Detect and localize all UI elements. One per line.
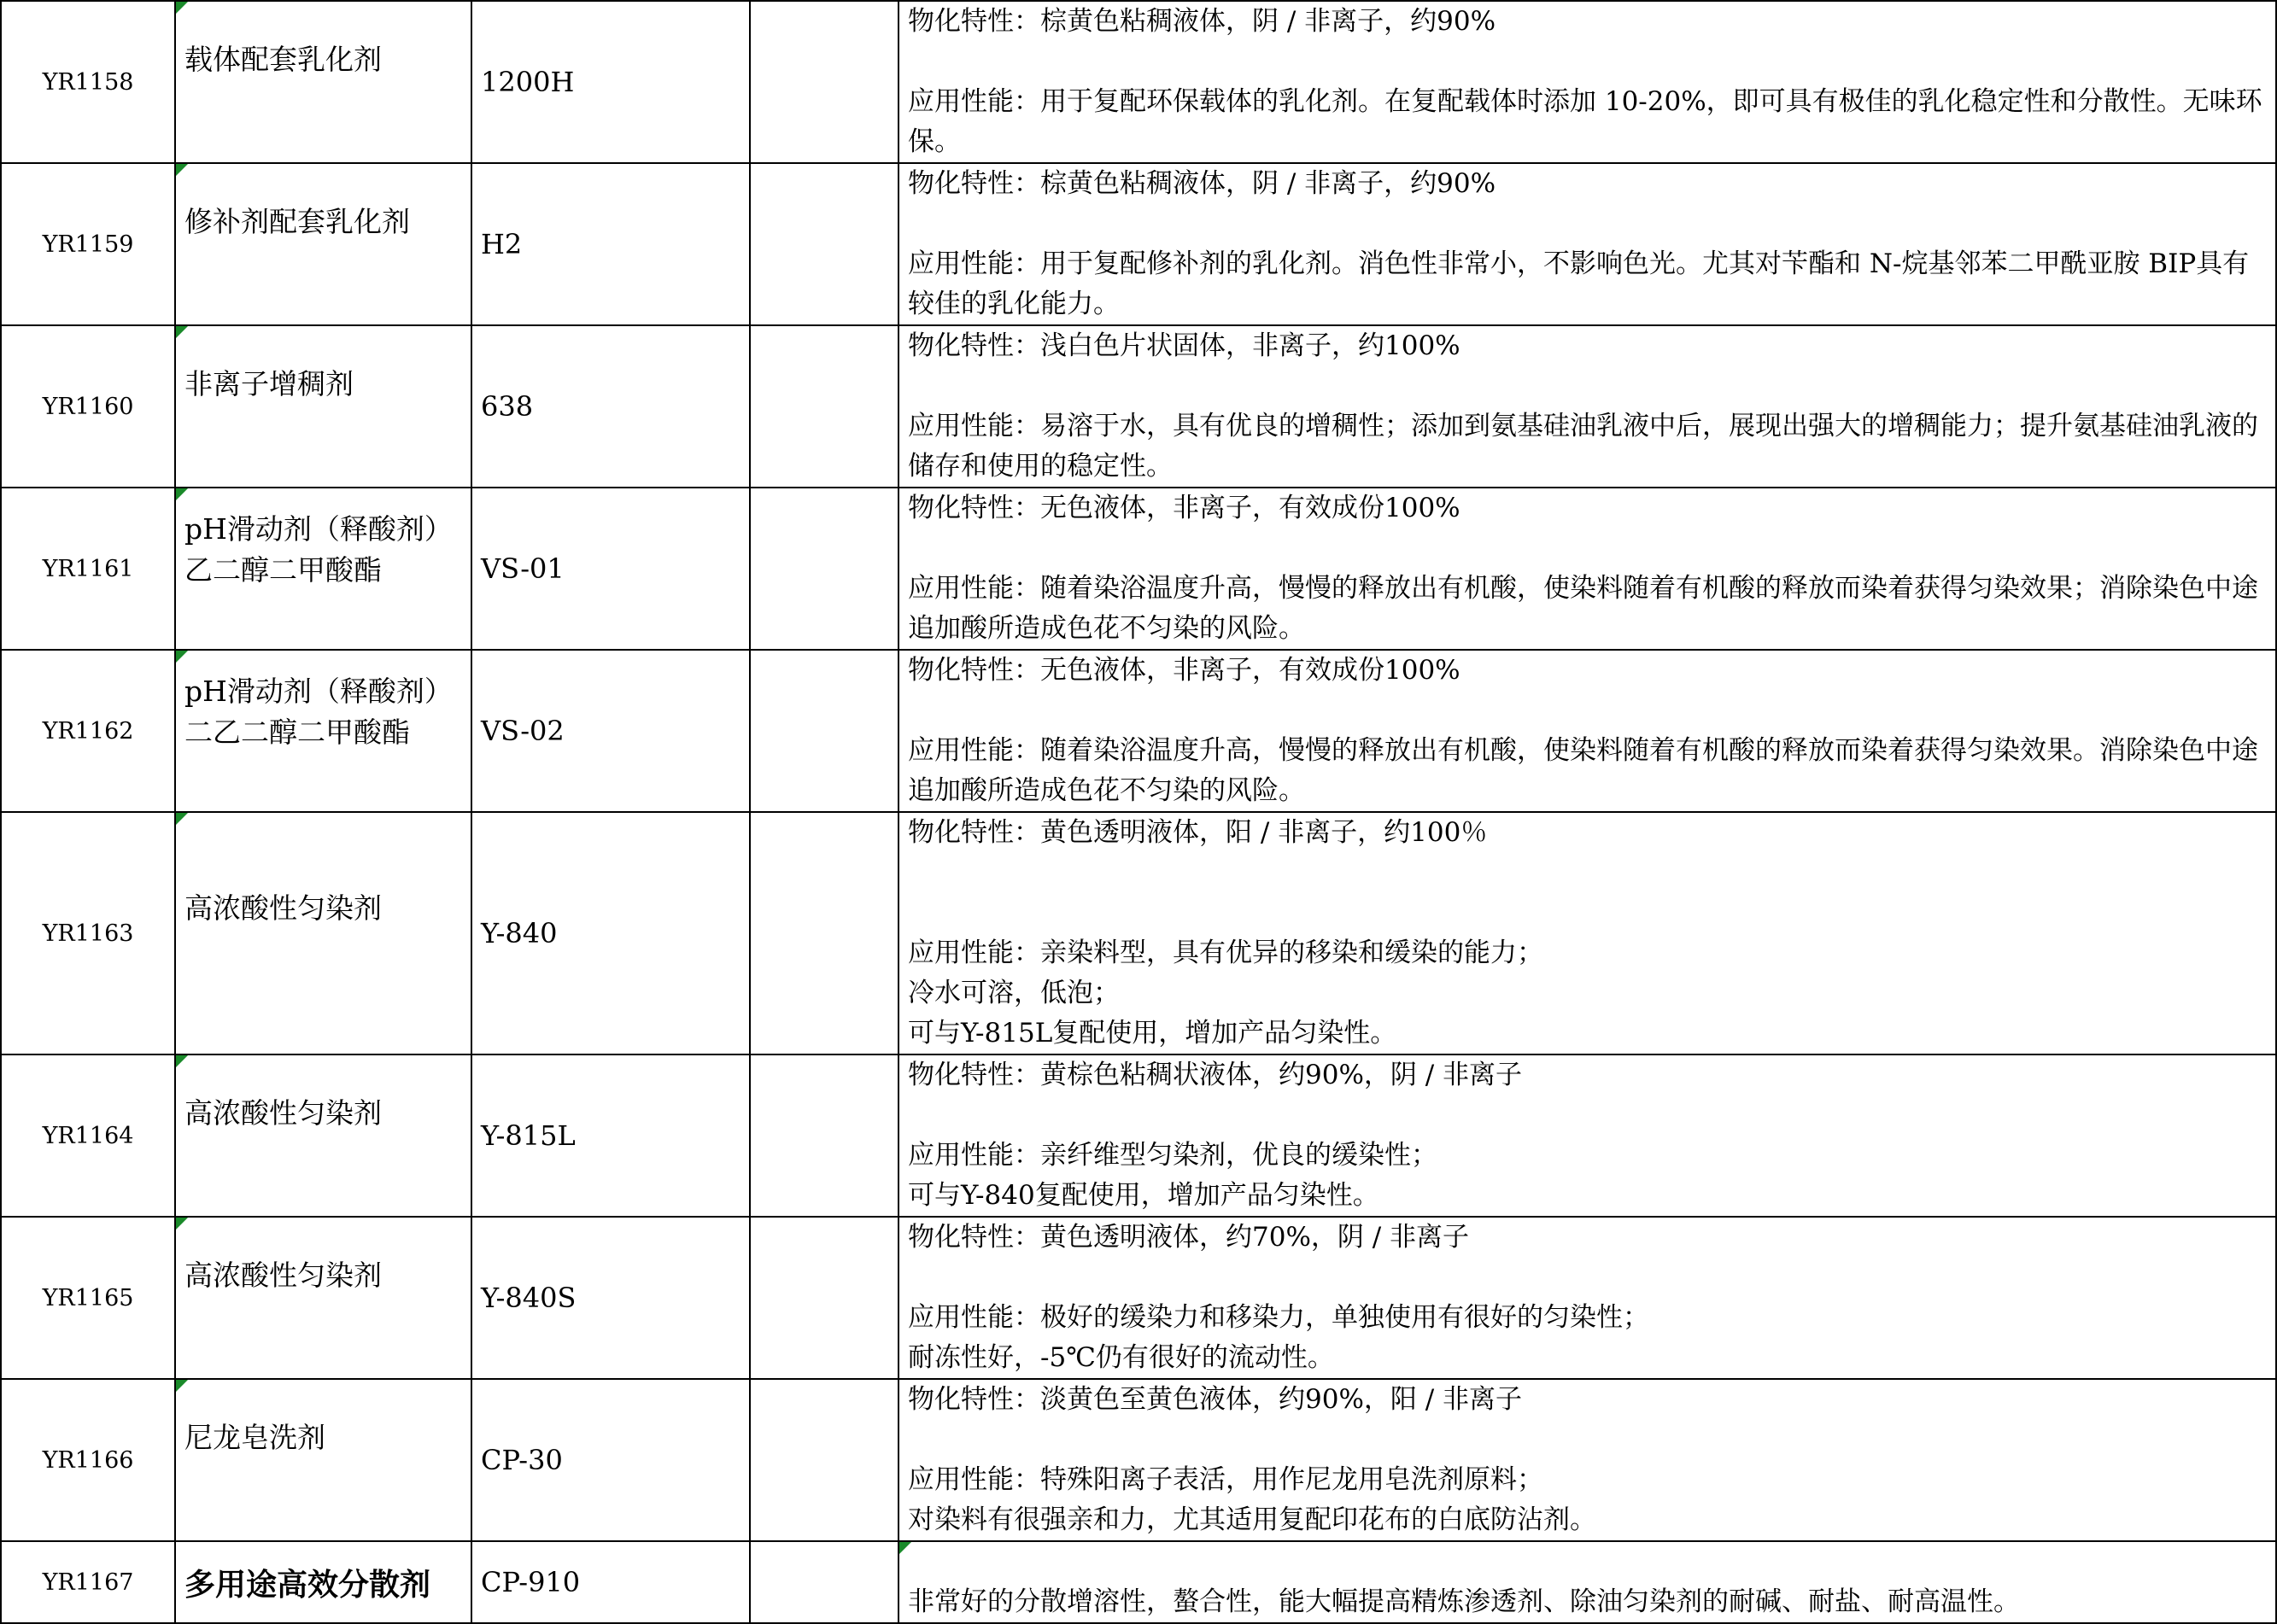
empty-cell[interactable] (750, 488, 899, 650)
product-code: YR1159 (42, 231, 134, 258)
product-name-cell[interactable] (175, 488, 471, 650)
product-name: 非离子增稠剂 (184, 367, 354, 400)
application-performance: 应用性能：用于复配环保载体的乳化剂。在复配载体时添加 10-20%，即可具有极佳的乳化稳定性和分散性。无味环保。 (908, 86, 2262, 157)
product-code-cell[interactable] (1, 163, 175, 325)
comment-marker-icon (176, 488, 188, 500)
empty-cell[interactable] (750, 325, 899, 488)
model-number: Y-840S (481, 1282, 577, 1314)
product-code-cell[interactable] (1, 812, 175, 1054)
product-code: YR1163 (42, 920, 134, 947)
product-code-cell[interactable] (1, 1054, 175, 1217)
application-performance: 应用性能：特殊阳离子表活，用作尼龙用皂洗剂原料； (908, 1464, 1543, 1495)
model-cell[interactable] (471, 1541, 750, 1623)
description-cell[interactable] (899, 1379, 2276, 1541)
empty-cell[interactable] (750, 812, 899, 1054)
comment-marker-icon (176, 1380, 188, 1392)
product-code-cell[interactable] (1, 488, 175, 650)
physical-properties: 物化特性：棕黄色粘稠液体，阴 / 非离子，约90% (908, 168, 1496, 199)
product-code: YR1165 (42, 1284, 134, 1311)
product-code: YR1161 (42, 555, 134, 582)
application-performance-line-2: 可与Y-840复配使用，增加产品匀染性。 (908, 1180, 1379, 1211)
product-code: YR1162 (42, 717, 134, 745)
physical-properties: 物化特性：棕黄色粘稠液体，阴 / 非离子，约90% (908, 6, 1496, 37)
physical-properties: 物化特性：淡黄色至黄色液体，约90%，阳 / 非离子 (908, 1384, 1523, 1415)
description-cell[interactable] (899, 1217, 2276, 1379)
model-number: CP-30 (481, 1444, 563, 1476)
description-cell[interactable] (899, 650, 2276, 812)
product-name-cell[interactable] (175, 812, 471, 1054)
empty-cell[interactable] (750, 163, 899, 325)
description-cell[interactable] (899, 812, 2276, 1054)
application-performance: 应用性能：亲染料型，具有优异的移染和缓染的能力； (908, 938, 1543, 968)
application-performance: 应用性能：用于复配修补剂的乳化剂。消色性非常小，不影响色光。尤其对苄酯和 N-烷基邻苯二甲酰亚胺 BIP具有较佳的乳化能力。 (908, 248, 2250, 319)
comment-marker-icon (176, 813, 188, 825)
physical-properties: 物化特性：黄色透明液体，阳 / 非离子，约100％ (908, 817, 1488, 848)
comment-marker-icon (176, 326, 188, 338)
product-name-cell[interactable] (175, 1541, 471, 1623)
application-performance-line-2: 冷水可溶，低泡； (908, 978, 1120, 1008)
product-name-cell[interactable] (175, 1217, 471, 1379)
comment-marker-icon (176, 651, 188, 663)
description-cell[interactable] (899, 1541, 2276, 1623)
model-number: H2 (481, 228, 523, 260)
model-number: 1200H (481, 66, 575, 98)
empty-cell[interactable] (750, 1217, 899, 1379)
empty-cell[interactable] (750, 650, 899, 812)
table-row (1, 1054, 2276, 1217)
application-performance-line-2: 对染料有很强亲和力，尤其适用复配印花布的白底防沾剂。 (908, 1504, 1596, 1535)
model-number: VS-02 (481, 715, 565, 747)
application-performance: 应用性能：亲纤维型匀染剂，优良的缓染性； (908, 1140, 1437, 1171)
product-name-cell[interactable] (175, 163, 471, 325)
model-cell[interactable] (471, 812, 750, 1054)
product-code-cell[interactable] (1, 325, 175, 488)
table-row (1, 1217, 2276, 1379)
table-row (1, 325, 2276, 488)
model-cell[interactable] (471, 488, 750, 650)
product-code-cell[interactable] (1, 1379, 175, 1541)
description-cell[interactable] (899, 488, 2276, 650)
table-row (1, 812, 2276, 1054)
table-row (1, 163, 2276, 325)
product-name-cell[interactable] (175, 1, 471, 163)
model-cell[interactable] (471, 1217, 750, 1379)
application-performance: 应用性能：极好的缓染力和移染力，单独使用有很好的匀染性； (908, 1302, 1649, 1333)
model-cell[interactable] (471, 650, 750, 812)
product-name: 尼龙皂洗剂 (184, 1421, 325, 1454)
product-name-cell[interactable] (175, 1054, 471, 1217)
application-performance: 应用性能：易溶于水，具有优良的增稠性；添加到氨基硅油乳液中后，展现出强大的增稠能力；提升氨基硅油乳液的储存和使用的稳定性。 (908, 411, 2258, 482)
product-name-line-1: pH滑动剂（释酸剂） (184, 512, 453, 546)
product-code: YR1166 (42, 1446, 134, 1474)
physical-properties: 物化特性：无色液体，非离子，有效成份100% (908, 655, 1460, 686)
description-cell[interactable] (899, 325, 2276, 488)
physical-properties: 物化特性：无色液体，非离子，有效成份100% (908, 493, 1460, 523)
product-name-line-2: 二乙二醇二甲酸酯 (184, 716, 410, 749)
empty-cell[interactable] (750, 1054, 899, 1217)
physical-properties: 物化特性：浅白色片状固体，非离子，约100% (908, 330, 1460, 361)
product-code-cell[interactable] (1, 1217, 175, 1379)
model-cell[interactable] (471, 1379, 750, 1541)
model-number: Y-840 (481, 917, 558, 949)
comment-marker-icon (176, 2, 188, 14)
empty-cell[interactable] (750, 1379, 899, 1541)
empty-cell[interactable] (750, 1, 899, 163)
table-row (1, 1, 2276, 163)
physical-properties: 物化特性：黄棕色粘稠状液体，约90%，阴 / 非离子 (908, 1060, 1523, 1090)
model-cell[interactable] (471, 1054, 750, 1217)
product-name-cell[interactable] (175, 1379, 471, 1541)
description-cell[interactable] (899, 1, 2276, 163)
table-row (1, 1379, 2276, 1541)
product-name: 高浓酸性匀染剂 (184, 1259, 382, 1292)
product-name: 载体配套乳化剂 (184, 43, 382, 76)
comment-marker-icon (899, 1542, 911, 1554)
application-performance: 应用性能：随着染浴温度升高，慢慢的释放出有机酸，使染料随着有机酸的释放而染着获得匀染效果；消除染色中途追加酸所造成色花不匀染的风险。 (908, 573, 2258, 644)
table-row (1, 488, 2276, 650)
product-code-cell[interactable] (1, 1, 175, 163)
model-cell[interactable] (471, 163, 750, 325)
product-code: YR1167 (42, 1569, 134, 1596)
application-performance-line-3: 可与Y-815L复配使用，增加产品匀染性。 (908, 1018, 1397, 1049)
model-number: VS-01 (481, 552, 565, 585)
product-name: 修补剂配套乳化剂 (184, 205, 410, 238)
model-cell[interactable] (471, 1, 750, 163)
product-code: YR1158 (42, 68, 134, 96)
product-code-cell[interactable] (1, 650, 175, 812)
comment-marker-icon (176, 164, 188, 176)
product-name: 高浓酸性匀染剂 (184, 1096, 382, 1130)
product-code-cell[interactable] (1, 1541, 175, 1623)
description-cell[interactable] (899, 163, 2276, 325)
product-code: YR1160 (42, 393, 134, 420)
product-name-line-2: 乙二醇二甲酸酯 (184, 553, 382, 587)
model-number: 638 (481, 390, 534, 423)
model-number: CP-910 (481, 1566, 581, 1598)
physical-properties: 物化特性：黄色透明液体，约70%，阴 / 非离子 (908, 1222, 1470, 1253)
table-row (1, 650, 2276, 812)
product-code: YR1164 (42, 1122, 134, 1149)
product-name: 多用途高效分散剂 (184, 1567, 431, 1603)
table-row (1, 1541, 2276, 1623)
empty-cell[interactable] (750, 1541, 899, 1623)
product-name-line-1: pH滑动剂（释酸剂） (184, 675, 453, 708)
product-name-cell[interactable] (175, 650, 471, 812)
comment-marker-icon (176, 1055, 188, 1067)
product-name-cell[interactable] (175, 325, 471, 488)
comment-marker-icon (176, 1218, 188, 1230)
description-cell[interactable] (899, 1054, 2276, 1217)
application-performance: 非常好的分散增溶性，螯合性，能大幅提高精炼渗透剂、除油匀染剂的耐碱、耐盐、耐高温性。 (908, 1586, 2020, 1617)
application-performance-line-2: 耐冻性好，-5℃仍有很好的流动性。 (908, 1342, 1334, 1373)
product-name: 高浓酸性匀染剂 (184, 891, 382, 925)
application-performance: 应用性能：随着染浴温度升高，慢慢的释放出有机酸，使染料随着有机酸的释放而染着获得匀染效果。消除染色中途追加酸所造成色花不匀染的风险。 (908, 735, 2258, 806)
model-number: Y-815L (481, 1119, 576, 1152)
model-cell[interactable] (471, 325, 750, 488)
